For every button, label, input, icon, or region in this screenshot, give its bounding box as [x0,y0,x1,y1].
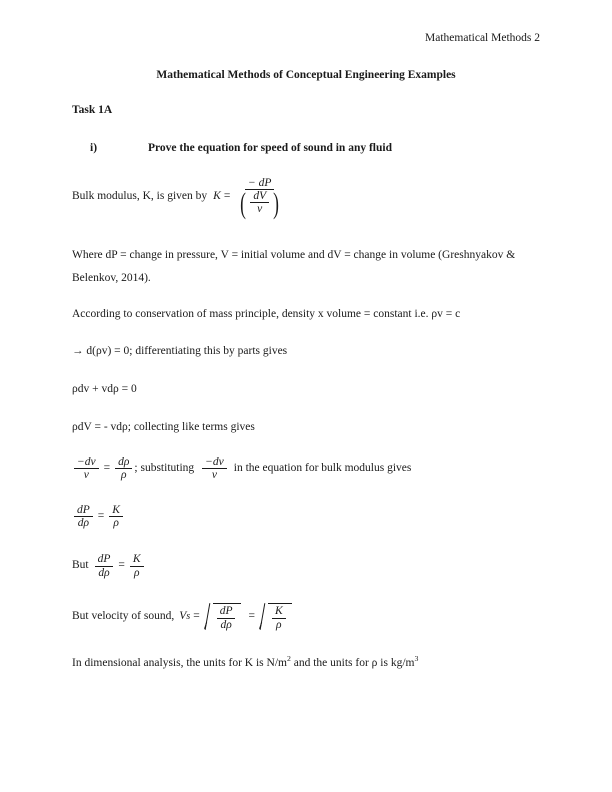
dimensional-analysis-line [72,654,540,671]
denominator-parenthesized-fraction [238,187,281,220]
dv-over-v-denominator: v [83,469,89,482]
substituting-text: ; substituting [134,461,195,474]
velocity-symbol-main: V [179,610,187,623]
sqrt-K-rho [259,603,292,631]
dv-over-v-equals: = [103,461,111,474]
dP-drho-fraction [74,504,93,530]
left-paren: ( [240,187,247,220]
task-item-text: Prove the equation for speed of sound in any fluid [148,141,392,154]
but-dP-numerator: dP [95,553,114,566]
right-paren: ) [273,187,279,220]
differentiation-arrow-line: → d(ρv) = 0; differentiating this by parts gives [72,345,288,358]
dP-drho-equation-line [72,504,540,530]
dimensional-sup-1: 2 [286,654,291,664]
bulk-modulus-lead-text: Bulk modulus, K, is given by [72,190,208,203]
velocity-lead-text: But velocity of sound, [72,610,175,623]
K-numerator: K [109,504,123,517]
dv-over-v-numerator: −dv [74,456,99,469]
sqrt-dP-drho [204,603,242,631]
velocity-of-sound-line [72,603,540,631]
sqrt-rho-denominator: ρ [276,618,282,631]
task-item-i [90,142,540,156]
K-over-rho-fraction [109,504,123,530]
bulk-modulus-equation-line [72,177,540,218]
dP-numerator: dP [74,504,93,517]
rho-denominator-2: ρ [113,517,119,529]
dv-over-v-fraction [74,456,99,482]
but-equals: = [118,559,125,572]
dP-drho-equals: = [97,509,105,522]
running-head: Mathematical Methods 2 [425,32,540,44]
document-title: Mathematical Methods of Conceptual Engineering Examples [156,69,456,81]
task-item-marker: i) [90,141,98,154]
but-K-over-rho-fraction [130,553,144,579]
radical-sign-icon [204,603,213,631]
bulk-modulus-equals: = [223,190,231,203]
sqrt-drho-denominator: dρ [220,618,232,631]
substituting-tail-text: in the equation for bulk modulus gives [233,461,412,474]
drho-numerator: dρ [115,456,132,469]
conservation-of-mass-paragraph: According to conservation of mass principle, density x volume = constant i.e. ρv = c [72,307,461,320]
radical-sign-icon-2 [259,603,268,631]
inner-denominator: v [257,203,263,216]
drho-over-rho-fraction [115,456,132,482]
rho-dV-line: ρdV = - vdρ; collecting like terms gives [72,420,255,433]
bulk-modulus-numerator: − dP [245,177,274,190]
but-dP-drho-line [72,553,540,579]
sqrt-dP-drho-fraction [217,605,236,631]
dimensional-mid: and the units for ρ is kg/m [290,657,415,670]
inner-numerator: dV [250,190,269,203]
substituted-denominator: v [211,469,218,482]
but-K-numerator: K [130,553,144,566]
but-rho-denominator: ρ [133,566,140,579]
sqrt-dP-numerator: dP [217,605,236,618]
substituted-fraction [202,456,227,482]
dv-over-v-equation-line [72,456,540,482]
rho-denominator: ρ [121,469,127,482]
document-body [72,104,540,693]
task-heading: Task 1A [72,104,113,116]
bulk-modulus-denominator [235,187,284,220]
velocity-equals-2: = [248,610,255,623]
substituted-numerator: −dv [202,456,227,469]
but-label: But [72,559,89,572]
dimensional-sup-2: 3 [414,654,419,664]
but-drho-denominator: dρ [98,566,110,579]
where-definitions-paragraph: Where dP = change in pressure, V = initial volume and dV = change in volume (Greshnyakov & Belenkov, 2014). [72,248,516,284]
drho-denominator: dρ [77,517,90,529]
velocity-equals-1: = [193,610,200,623]
radicand-dP-drho [213,603,242,631]
bulk-modulus-formula [213,177,286,218]
but-dP-drho-fraction [95,553,114,579]
inner-fraction [250,190,269,218]
velocity-symbol [179,610,190,624]
rho-dv-line: ρdv + vdρ = 0 [72,383,137,396]
radicand-K-rho [268,603,292,631]
bulk-modulus-lhs: K [213,190,221,203]
velocity-symbol-sub: s [186,611,191,623]
dimensional-prefix: In dimensional analysis, the units for K is N/m [72,657,287,670]
sqrt-K-numerator: K [272,605,286,618]
bulk-modulus-fraction [235,177,284,218]
sqrt-K-rho-fraction [272,605,286,631]
